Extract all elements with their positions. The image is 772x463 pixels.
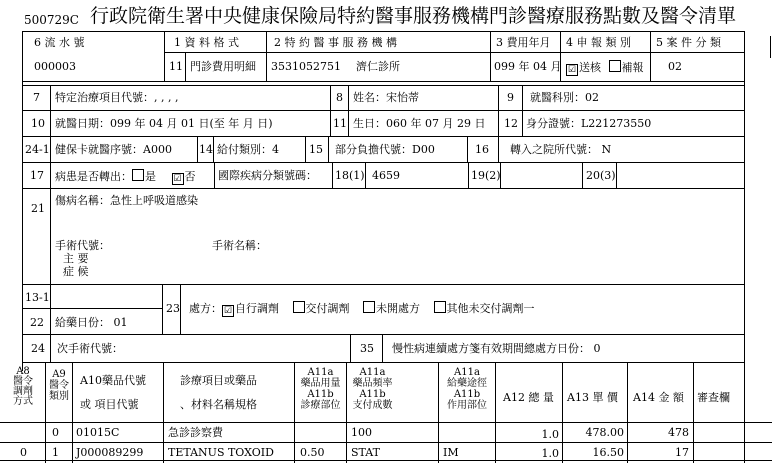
edge-mark xyxy=(770,36,771,58)
other-label: 其他未交付調劑一 xyxy=(446,302,535,315)
row-number-35: 35 xyxy=(360,342,374,355)
prescription-label: 處方： xyxy=(189,302,222,315)
row-number-13-1: 13-1 xyxy=(25,291,50,304)
fee-month-value: 099 年 04 月 xyxy=(494,60,562,73)
serial-label: 6 流 水 號 xyxy=(34,36,85,49)
transfer-out-label: 病患是否轉出： xyxy=(55,170,132,183)
row-number-21: 21 xyxy=(31,202,45,215)
col-review: 審查欄 xyxy=(697,391,730,404)
send-label: 送核 xyxy=(579,61,601,74)
send-checkbox[interactable]: ☑ xyxy=(567,65,577,75)
deliver-dispense-checkbox[interactable] xyxy=(293,301,305,313)
icd-code-1: 4659 xyxy=(372,169,400,182)
col-a13: A13 單 價 xyxy=(567,391,618,404)
col-a9: A9 醫令 類別 xyxy=(49,369,69,402)
self-dispense-checkbox[interactable]: ☑ xyxy=(223,306,233,316)
col-a11-frequency: A11a 藥品頻率 A11b 支付成數 xyxy=(352,367,393,411)
col-item-name: 診療項目或藥品 、材料名稱規格 xyxy=(180,374,257,411)
row-item-name: 急診診察費 xyxy=(168,426,223,439)
row-unit-price: 478.00 xyxy=(585,426,624,439)
department: 就醫科別：02 xyxy=(530,91,599,104)
id-number: 身分證號：L221273550 xyxy=(526,117,652,130)
main-symptom-1: 主 要 xyxy=(63,252,89,265)
row-number-24-1: 24-1 xyxy=(25,143,50,156)
icd-label: 國際疾病分類號碼： xyxy=(218,169,317,182)
institution-name: 濟仁診所 xyxy=(356,60,400,73)
serial-value: 000003 xyxy=(34,60,76,73)
row-number-17: 17 xyxy=(30,169,44,182)
supplement-label: 補報 xyxy=(621,61,644,74)
birth-date: 生日：060 年 07 月 29 日 xyxy=(353,117,486,130)
no-prescription-checkbox[interactable] xyxy=(363,301,375,313)
row-number-19: 19(2) xyxy=(471,169,501,182)
row-amount: 478 xyxy=(668,426,689,439)
transfer-yes-checkbox[interactable] xyxy=(132,169,144,181)
patient-name: 姓名：宋怡蒂 xyxy=(353,91,419,104)
row-number-23: 23 xyxy=(166,302,180,315)
surgery-name: 手術名稱： xyxy=(212,239,267,252)
transfer-yes-label: 是 xyxy=(145,170,156,183)
row-route: IM xyxy=(443,446,459,459)
row-number-20: 20(3) xyxy=(586,169,616,182)
prescription-options xyxy=(189,301,535,317)
row-number-7: 7 xyxy=(33,91,40,104)
fee-month-label: 3 費用年月 xyxy=(496,36,551,49)
transfer-no-checkbox[interactable]: ☑ xyxy=(173,174,182,184)
format-name: 門診費用明細 xyxy=(190,60,256,73)
row-number-9: 9 xyxy=(507,91,514,104)
chronic-prescription-days: 慢性病連續處方箋有效期間總處方日份： 0 xyxy=(392,342,601,355)
institution-code: 3531052751 xyxy=(271,60,341,73)
col-a8: A8 醫令 調劑 方式 xyxy=(13,366,33,407)
surgery-code: 手術代號： xyxy=(55,239,110,252)
diagnosis-name: 傷病名稱：急性上呼吸道感染 xyxy=(55,194,198,207)
row-number-24: 24 xyxy=(31,342,45,355)
row-frequency: 100 xyxy=(351,426,372,439)
format-code: 11 xyxy=(169,60,183,73)
supplement-checkbox[interactable] xyxy=(609,60,621,72)
row-item-name: TETANUS TOXOID xyxy=(168,446,274,459)
row-code: 01015C xyxy=(76,426,120,439)
col-a14: A14 金 額 xyxy=(633,391,684,404)
main-symptom-2: 症 候 xyxy=(63,265,89,278)
col-a10: A10藥品代號 或 項目代號 xyxy=(80,374,146,411)
transfer-no-label: 否 xyxy=(184,170,196,183)
case-class-label: 5 案 件 分 類 xyxy=(656,36,721,49)
no-prescription-label: 未開處方 xyxy=(376,302,420,315)
row-quantity: 1.0 xyxy=(541,428,559,441)
sub-surgery-code: 次手術代號： xyxy=(57,342,123,355)
form-title: 行政院衛生署中央健康保險局特約醫事服務機構門診醫療服務點數及醫令清單 xyxy=(90,5,737,27)
format-label: 1 資 料 格 式 xyxy=(174,36,239,49)
other-checkbox[interactable] xyxy=(434,301,446,313)
report-type-options xyxy=(566,60,644,76)
row-number-16: 16 xyxy=(475,143,489,156)
col-a11-dose: A11a 藥品用量 A11b 診療部位 xyxy=(300,367,341,411)
row-quantity: 1.0 xyxy=(541,447,559,460)
row-a9: 0 xyxy=(52,426,59,439)
institution-label: 2 特 約 醫 事 服 務 機 構 xyxy=(274,36,397,49)
transfer-out-field xyxy=(55,169,196,185)
report-type-label: 4 申 報 類 別 xyxy=(566,36,631,49)
card-sequence: 健保卡就醫序號：A000 xyxy=(55,143,172,156)
col-a11-route: A11a 給藥途徑 A11b 作用部位 xyxy=(447,367,487,411)
payment-type: 給付類別：4 xyxy=(217,143,279,156)
self-dispense-label: 自行調劑 xyxy=(235,302,279,315)
row-a9: 1 xyxy=(52,446,59,459)
row-unit-price: 16.50 xyxy=(592,446,624,459)
row-number-15: 15 xyxy=(309,143,323,156)
form-code: 500729C xyxy=(24,13,79,27)
row-number-8: 8 xyxy=(336,91,343,104)
row-number-12: 12 xyxy=(504,117,518,130)
visit-date: 就醫日期：099 年 04 月 01 日(至 年 月 日) xyxy=(55,117,273,130)
deliver-dispense-label: 交付調劑 xyxy=(305,302,350,315)
row-amount: 17 xyxy=(675,446,689,459)
case-class-value: 02 xyxy=(668,60,682,73)
row-dose: 0.50 xyxy=(300,446,325,459)
row-a8: 0 xyxy=(20,446,27,459)
row-frequency: STAT xyxy=(351,446,380,459)
special-treatment: 特定治療項目代號：, , , , xyxy=(55,91,179,104)
row-number-11: 11 xyxy=(333,117,347,130)
row-number-14: 14 xyxy=(199,143,213,156)
transfer-in-code: 轉入之院所代號： N xyxy=(510,143,612,156)
medication-days: 給藥日份： 01 xyxy=(55,316,128,329)
row-number-18: 18(1) xyxy=(335,169,365,182)
row-number-22: 22 xyxy=(30,316,44,329)
copay-code: 部分負擔代號：D00 xyxy=(335,143,435,156)
row-code: J000089299 xyxy=(76,446,144,459)
row-number-10: 10 xyxy=(31,117,45,130)
col-a12: A12 總 量 xyxy=(503,391,554,404)
